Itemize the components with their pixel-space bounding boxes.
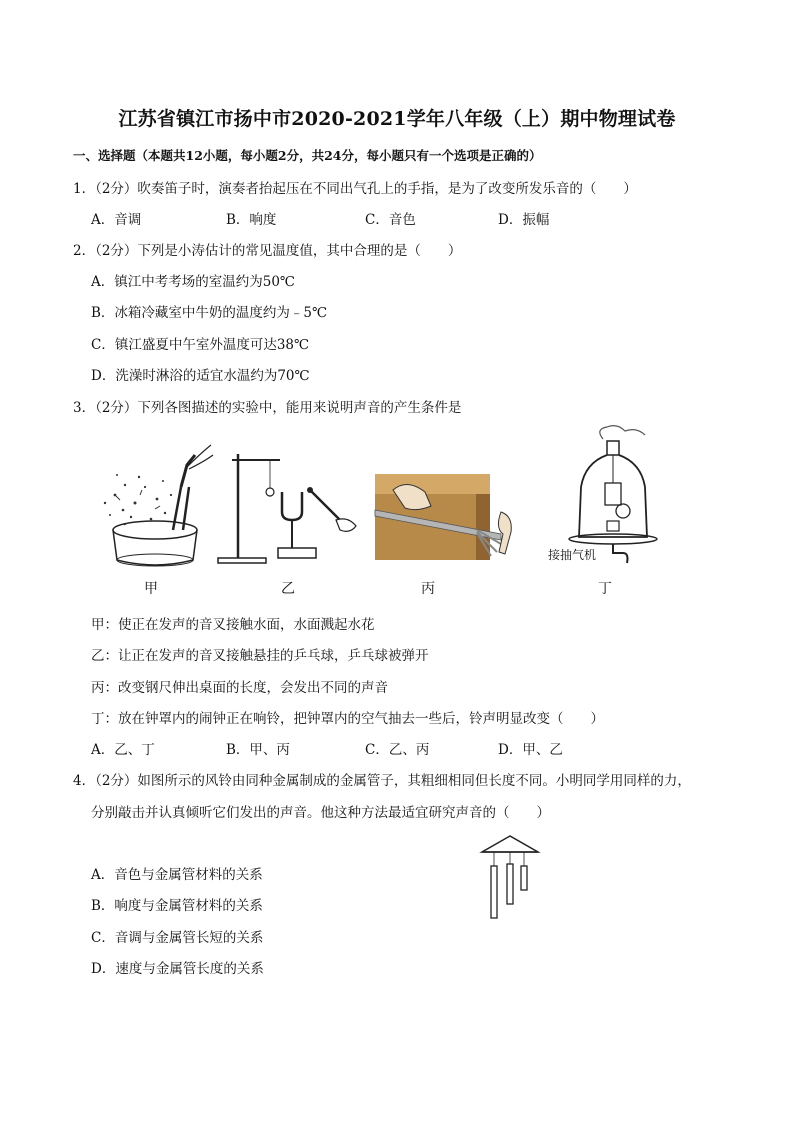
page-title: 江苏省镇江市扬中市2020-2021学年八年级（上）期中物理试卷 <box>118 108 676 130</box>
q4-option-b: B．响度与金属管材料的关系 <box>91 898 263 914</box>
q2-option-d: D．洗澡时淋浴的适宜水温约为70℃ <box>91 368 310 384</box>
q3-option-c: C．乙、丙 <box>365 742 430 758</box>
figure-label-yi: 乙 <box>281 581 295 597</box>
q4-option-c: C．音调与金属管长短的关系 <box>91 930 264 946</box>
question-2-stem: 2．（2分）下列是小涛估计的常见温度值，其中合理的是（ ） <box>73 243 462 259</box>
q2-option-a: A．镇江中考考场的室温约为50℃ <box>91 274 296 290</box>
q3-note-ding: 丁：放在钟罩内的闹钟正在响铃，把钟罩内的空气抽去一些后，铃声明显改变（ ） <box>91 711 604 727</box>
question-3-stem: 3．（2分）下列各图描述的实验中，能用来说明声音的产生条件是 <box>73 400 462 416</box>
question-4-stem-line1: 4．（2分）如图所示的风铃由同种金属制成的金属管子，其粗细相同但长度不同。小明同学用同样的力， <box>73 773 691 789</box>
q1-option-a: A．音调 <box>91 212 142 228</box>
section-heading: 一、选择题（本题共12小题，每小题2分，共24分，每小题只有一个选项是正确的） <box>73 148 542 163</box>
q3-note-yi: 乙：让正在发声的音叉接触悬挂的乒乓球，乒乓球被弹开 <box>91 648 429 664</box>
figure-jia-tuning-fork-water <box>95 425 215 570</box>
figure-wind-chime <box>480 832 540 922</box>
figure-yi-tuning-fork-ball <box>210 450 360 570</box>
q3-option-b: B．甲、丙 <box>226 742 290 758</box>
q3-option-a: A．乙、丁 <box>91 742 155 758</box>
q3-note-jia: 甲：使正在发声的音叉接触水面，水面溅起水花 <box>91 617 375 633</box>
q3-option-d: D．甲、乙 <box>498 742 563 758</box>
q4-option-a: A．音色与金属管材料的关系 <box>91 867 263 883</box>
figure-bing-steel-ruler <box>373 472 518 567</box>
figure-label-jia: 甲 <box>144 581 158 597</box>
q3-note-bing: 丙：改变钢尺伸出桌面的长度，会发出不同的声音 <box>91 680 388 696</box>
figure-label-bing: 丙 <box>421 581 435 597</box>
q2-option-c: C．镇江盛夏中午室外温度可达38℃ <box>91 337 310 353</box>
q2-option-b: B．冰箱冷藏室中牛奶的温度约为﹣5℃ <box>91 305 328 321</box>
q1-option-b: B．响度 <box>226 212 277 228</box>
question-4-stem-line2: 分别敲击并认真倾听它们发出的声音。他这种方法最适宜研究声音的（ ） <box>91 805 550 821</box>
pump-label: 接抽气机 <box>548 548 597 562</box>
q1-option-d: D．振幅 <box>498 212 550 228</box>
question-1-stem: 1．（2分）吹奏笛子时，演奏者抬起压在不同出气孔上的手指，是为了改变所发乐音的（ ） <box>73 181 637 197</box>
q4-option-d: D．速度与金属管长度的关系 <box>91 961 264 977</box>
q1-option-c: C．音色 <box>365 212 416 228</box>
figure-label-ding: 丁 <box>598 581 612 597</box>
